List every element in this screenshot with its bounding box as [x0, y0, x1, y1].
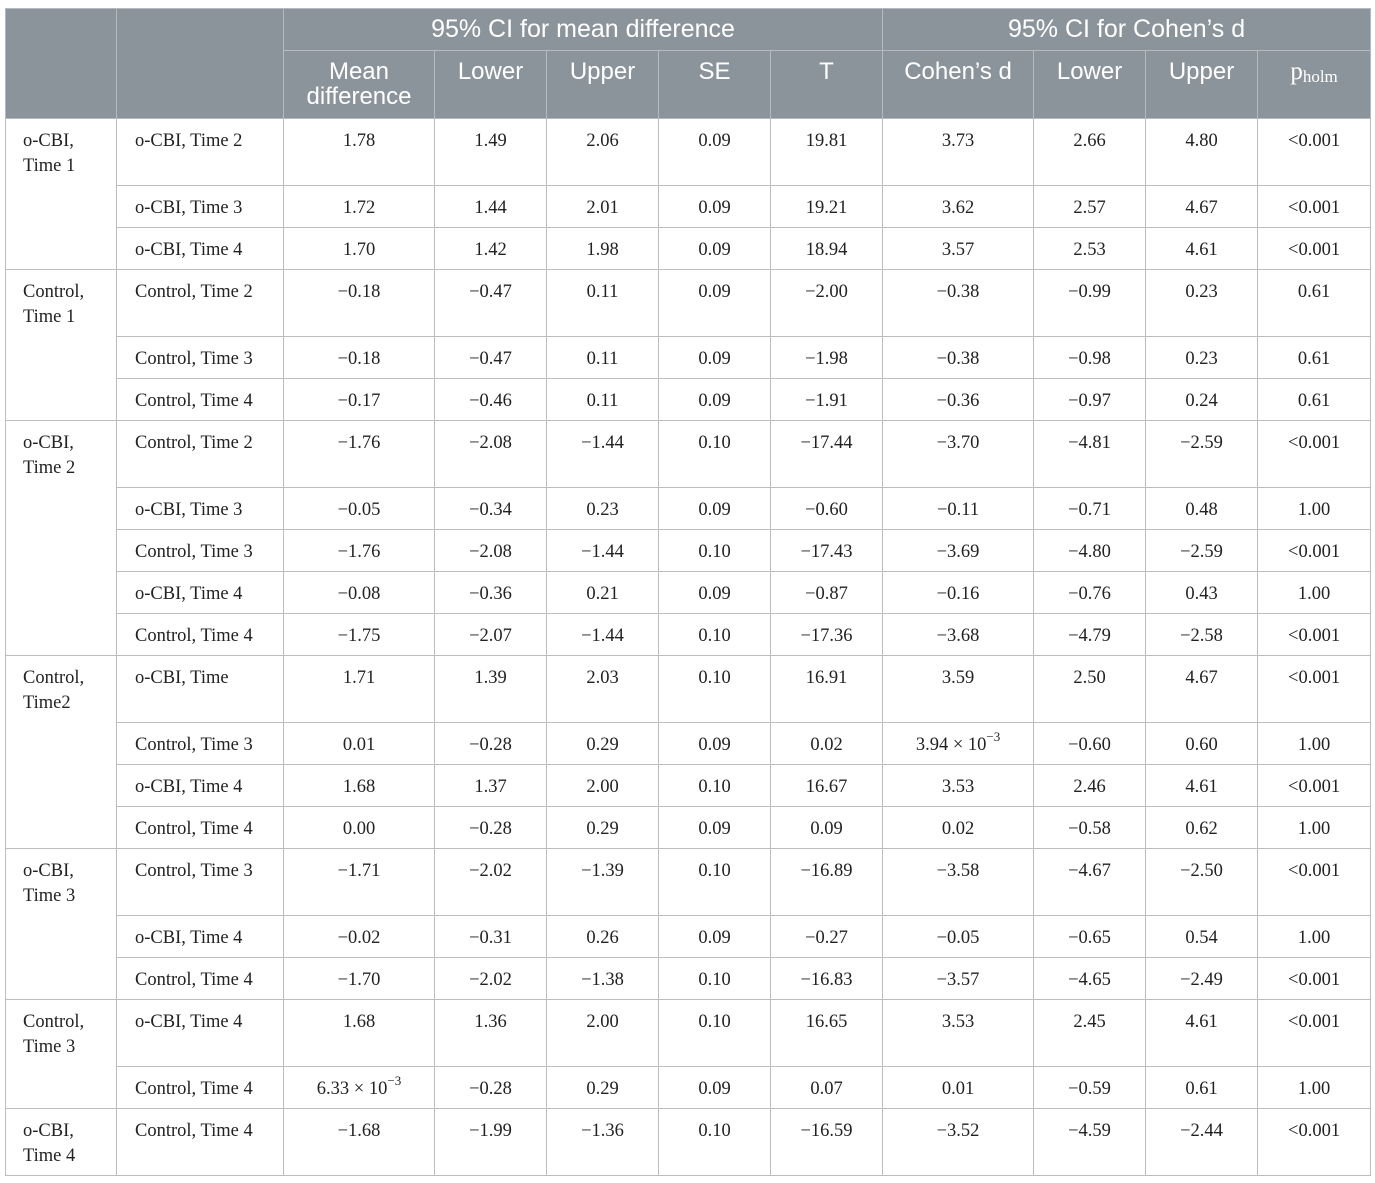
header-p-subscript: holm	[1302, 67, 1338, 86]
table-row	[6, 1109, 1371, 1176]
group-label: Control, Time 1	[6, 270, 117, 421]
header-group-cohens-d: 95% CI for Cohen’s d	[883, 9, 1371, 51]
cell-d-upper: 0.43	[1146, 572, 1258, 614]
cell-d-lower: −0.76	[1034, 572, 1146, 614]
table-row	[6, 119, 1371, 186]
cell-se: 0.09	[659, 488, 771, 530]
cell-cohens-d: 3.73	[883, 119, 1034, 186]
cell-d-upper: 0.61	[1146, 1067, 1258, 1109]
cell-d-lower: −4.59	[1034, 1109, 1146, 1176]
cell-comparison: o-CBI, Time 4	[117, 916, 284, 958]
cell-d-upper: 4.61	[1146, 228, 1258, 270]
cell-d-lower: −0.60	[1034, 723, 1146, 765]
cell-p-holm: <0.001	[1258, 1109, 1371, 1176]
table-row	[6, 270, 1371, 337]
cell-d-upper: 0.23	[1146, 270, 1258, 337]
cell-mean-difference: −0.17	[284, 379, 435, 421]
cell-md-upper: 2.00	[547, 765, 659, 807]
cell-p-holm: <0.001	[1258, 1000, 1371, 1067]
cell-t: 19.21	[771, 186, 883, 228]
cell-d-upper: 4.80	[1146, 119, 1258, 186]
table-row	[6, 807, 1371, 849]
cell-md-lower: 1.36	[435, 1000, 547, 1067]
cell-mean-difference: 1.78	[284, 119, 435, 186]
group-label: o-CBI, Time 1	[6, 119, 117, 270]
cell-md-upper: 0.26	[547, 916, 659, 958]
cell-md-lower: −0.36	[435, 572, 547, 614]
cell-md-upper: −1.44	[547, 614, 659, 656]
table-row	[6, 1000, 1371, 1067]
cell-md-lower: −0.31	[435, 916, 547, 958]
table-row	[6, 916, 1371, 958]
cell-md-upper: −1.36	[547, 1109, 659, 1176]
cell-se: 0.10	[659, 958, 771, 1000]
cell-md-lower: −2.02	[435, 849, 547, 916]
table-row	[6, 421, 1371, 488]
cell-d-lower: −0.99	[1034, 270, 1146, 337]
cell-t: −0.60	[771, 488, 883, 530]
cell-mean-difference: 1.68	[284, 765, 435, 807]
cell-cohens-d: 3.57	[883, 228, 1034, 270]
cell-mean-difference: 0.01	[284, 723, 435, 765]
table-row	[6, 656, 1371, 723]
cell-se: 0.10	[659, 656, 771, 723]
cell-p-holm: <0.001	[1258, 228, 1371, 270]
cell-d-lower: 2.66	[1034, 119, 1146, 186]
cell-comparison: o-CBI, Time 4	[117, 228, 284, 270]
cell-d-lower: −4.79	[1034, 614, 1146, 656]
group-label: Control, Time 3	[6, 1000, 117, 1109]
cell-d-lower: −0.59	[1034, 1067, 1146, 1109]
cell-se: 0.10	[659, 530, 771, 572]
cell-se: 0.09	[659, 119, 771, 186]
cell-md-upper: 0.23	[547, 488, 659, 530]
cell-mean-difference: 1.68	[284, 1000, 435, 1067]
cell-t: −1.91	[771, 379, 883, 421]
cell-d-lower: −0.98	[1034, 337, 1146, 379]
cell-mean-difference: −1.70	[284, 958, 435, 1000]
cell-md-upper: 0.29	[547, 1067, 659, 1109]
cell-md-upper: 0.29	[547, 723, 659, 765]
cell-comparison: Control, Time 3	[117, 849, 284, 916]
cell-mean-difference: −1.68	[284, 1109, 435, 1176]
header-p-holm	[1258, 51, 1371, 119]
cell-d-upper: 0.23	[1146, 337, 1258, 379]
cell-md-lower: −2.02	[435, 958, 547, 1000]
cell-md-upper: 2.00	[547, 1000, 659, 1067]
cell-md-lower: −0.28	[435, 723, 547, 765]
cell-cohens-d: −0.16	[883, 572, 1034, 614]
cell-md-lower: 1.37	[435, 765, 547, 807]
cell-p-holm: 1.00	[1258, 1067, 1371, 1109]
cell-d-upper: 0.54	[1146, 916, 1258, 958]
table-row	[6, 530, 1371, 572]
cell-mean-difference: −1.71	[284, 849, 435, 916]
cell-t: −17.43	[771, 530, 883, 572]
cell-md-lower: −2.08	[435, 530, 547, 572]
cell-mean-difference: −0.05	[284, 488, 435, 530]
cell-d-lower: −4.81	[1034, 421, 1146, 488]
cell-md-lower: 1.42	[435, 228, 547, 270]
cell-md-upper: −1.38	[547, 958, 659, 1000]
cell-t: 16.67	[771, 765, 883, 807]
table-row	[6, 765, 1371, 807]
cell-md-upper: 0.11	[547, 337, 659, 379]
cell-md-upper: 1.98	[547, 228, 659, 270]
cell-comparison: o-CBI, Time 4	[117, 572, 284, 614]
cell-t: 0.02	[771, 723, 883, 765]
header-row-groups	[6, 9, 1371, 51]
cell-se: 0.09	[659, 916, 771, 958]
cell-t: −16.89	[771, 849, 883, 916]
cell-md-lower: −0.47	[435, 337, 547, 379]
cell-mean-difference: −1.75	[284, 614, 435, 656]
cell-cohens-d: −0.36	[883, 379, 1034, 421]
cell-cohens-d: 3.53	[883, 1000, 1034, 1067]
cell-d-upper: 4.61	[1146, 1000, 1258, 1067]
cell-cohens-d: −3.52	[883, 1109, 1034, 1176]
cell-comparison: Control, Time 4	[117, 1109, 284, 1176]
cell-p-holm: <0.001	[1258, 186, 1371, 228]
sci-mantissa: 3.94 × 10	[915, 735, 987, 755]
cell-t: −17.44	[771, 421, 883, 488]
cell-cohens-d: −3.58	[883, 849, 1034, 916]
header-d-lower: Lower	[1034, 51, 1146, 119]
cell-d-upper: −2.49	[1146, 958, 1258, 1000]
cell-se: 0.10	[659, 421, 771, 488]
cell-d-lower: −4.65	[1034, 958, 1146, 1000]
cell-d-upper: 0.24	[1146, 379, 1258, 421]
cell-d-upper: −2.58	[1146, 614, 1258, 656]
cell-p-holm: 0.61	[1258, 379, 1371, 421]
cell-comparison: Control, Time 3	[117, 723, 284, 765]
cell-se: 0.09	[659, 270, 771, 337]
cell-md-lower: −0.47	[435, 270, 547, 337]
group-label: o-CBI, Time 3	[6, 849, 117, 1000]
cell-p-holm: 1.00	[1258, 572, 1371, 614]
cell-mean-difference	[284, 1067, 435, 1109]
group-label: o-CBI, Time 4	[6, 1109, 117, 1176]
group-label: o-CBI, Time 2	[6, 421, 117, 656]
cell-comparison: o-CBI, Time 2	[117, 119, 284, 186]
cell-p-holm: <0.001	[1258, 614, 1371, 656]
cell-d-lower: −0.97	[1034, 379, 1146, 421]
table-row	[6, 723, 1371, 765]
cell-se: 0.09	[659, 723, 771, 765]
cell-cohens-d: 0.02	[883, 807, 1034, 849]
cell-cohens-d: −3.70	[883, 421, 1034, 488]
cell-d-lower: 2.46	[1034, 765, 1146, 807]
cell-md-lower: 1.44	[435, 186, 547, 228]
cell-md-upper: 0.11	[547, 270, 659, 337]
cell-comparison: Control, Time 2	[117, 270, 284, 337]
header-blank-comparison	[117, 9, 284, 119]
cell-d-upper: 4.61	[1146, 765, 1258, 807]
cell-mean-difference: −0.08	[284, 572, 435, 614]
cell-p-holm: <0.001	[1258, 849, 1371, 916]
cell-p-holm: 0.61	[1258, 337, 1371, 379]
cell-t: −16.59	[771, 1109, 883, 1176]
cell-md-lower: −1.99	[435, 1109, 547, 1176]
sci-exponent: −3	[986, 728, 1001, 744]
cell-cohens-d: −3.57	[883, 958, 1034, 1000]
cell-md-upper: 2.06	[547, 119, 659, 186]
cell-cohens-d: −0.11	[883, 488, 1034, 530]
cell-d-upper: −2.50	[1146, 849, 1258, 916]
cell-p-holm: <0.001	[1258, 421, 1371, 488]
cell-t: −0.87	[771, 572, 883, 614]
cell-mean-difference: 1.70	[284, 228, 435, 270]
cell-p-holm: <0.001	[1258, 958, 1371, 1000]
sci-mantissa: 6.33 × 10	[316, 1079, 388, 1099]
cell-comparison: Control, Time 3	[117, 530, 284, 572]
header-group-mean-difference: 95% CI for mean difference	[284, 9, 883, 51]
cell-cohens-d: 3.53	[883, 765, 1034, 807]
cell-md-lower: −0.46	[435, 379, 547, 421]
cell-comparison: Control, Time 3	[117, 337, 284, 379]
cell-d-lower: 2.50	[1034, 656, 1146, 723]
cell-d-lower: −4.80	[1034, 530, 1146, 572]
cell-md-upper: 0.11	[547, 379, 659, 421]
cell-comparison: o-CBI, Time	[117, 656, 284, 723]
cell-md-lower: −0.28	[435, 1067, 547, 1109]
cell-t: 16.65	[771, 1000, 883, 1067]
cell-comparison: Control, Time 4	[117, 379, 284, 421]
cell-d-lower: 2.53	[1034, 228, 1146, 270]
cell-comparison: Control, Time 4	[117, 958, 284, 1000]
cell-d-lower: 2.57	[1034, 186, 1146, 228]
cell-md-upper: −1.39	[547, 849, 659, 916]
cell-md-lower: 1.49	[435, 119, 547, 186]
cell-t: 0.09	[771, 807, 883, 849]
cell-t: 19.81	[771, 119, 883, 186]
cell-d-upper: −2.44	[1146, 1109, 1258, 1176]
cell-mean-difference: 1.71	[284, 656, 435, 723]
cell-md-upper: 0.21	[547, 572, 659, 614]
cell-se: 0.10	[659, 1109, 771, 1176]
cell-comparison: Control, Time 2	[117, 421, 284, 488]
cell-t: −0.27	[771, 916, 883, 958]
cell-cohens-d: 3.59	[883, 656, 1034, 723]
cell-t: −2.00	[771, 270, 883, 337]
header-cohens-d: Cohen’s d	[883, 51, 1034, 119]
cell-mean-difference: −1.76	[284, 530, 435, 572]
cell-p-holm: <0.001	[1258, 656, 1371, 723]
cell-mean-difference: −1.76	[284, 421, 435, 488]
cell-cohens-d	[883, 723, 1034, 765]
header-md-lower: Lower	[435, 51, 547, 119]
cell-d-lower: −0.65	[1034, 916, 1146, 958]
cell-se: 0.09	[659, 337, 771, 379]
cell-d-upper: 0.62	[1146, 807, 1258, 849]
cell-p-holm: <0.001	[1258, 119, 1371, 186]
cell-t: −1.98	[771, 337, 883, 379]
cell-md-lower: 1.39	[435, 656, 547, 723]
cell-md-lower: −2.07	[435, 614, 547, 656]
table-row	[6, 488, 1371, 530]
cell-se: 0.09	[659, 228, 771, 270]
cell-t: 18.94	[771, 228, 883, 270]
cell-cohens-d: −0.38	[883, 270, 1034, 337]
cell-se: 0.09	[659, 1067, 771, 1109]
cell-comparison: o-CBI, Time 3	[117, 186, 284, 228]
cell-t: 0.07	[771, 1067, 883, 1109]
cell-se: 0.10	[659, 1000, 771, 1067]
table-body	[6, 119, 1371, 1176]
header-d-upper: Upper	[1146, 51, 1258, 119]
header-p-symbol: p	[1290, 58, 1303, 85]
cell-comparison: o-CBI, Time 4	[117, 1000, 284, 1067]
cell-comparison: Control, Time 4	[117, 1067, 284, 1109]
cell-d-upper: −2.59	[1146, 530, 1258, 572]
cell-md-lower: −0.28	[435, 807, 547, 849]
cell-se: 0.09	[659, 572, 771, 614]
table-row	[6, 849, 1371, 916]
table-row	[6, 186, 1371, 228]
header-md-upper: Upper	[547, 51, 659, 119]
sci-exponent: −3	[387, 1072, 402, 1088]
cell-d-lower: 2.45	[1034, 1000, 1146, 1067]
cell-md-lower: −0.34	[435, 488, 547, 530]
cell-md-upper: −1.44	[547, 530, 659, 572]
header-se: SE	[659, 51, 771, 119]
cell-mean-difference: 1.72	[284, 186, 435, 228]
table-row	[6, 614, 1371, 656]
cell-d-lower: −0.71	[1034, 488, 1146, 530]
cell-cohens-d: 0.01	[883, 1067, 1034, 1109]
cell-se: 0.10	[659, 849, 771, 916]
cell-se: 0.10	[659, 765, 771, 807]
cell-d-upper: 0.48	[1146, 488, 1258, 530]
cell-p-holm: 1.00	[1258, 488, 1371, 530]
cell-comparison: Control, Time 4	[117, 807, 284, 849]
cell-se: 0.09	[659, 807, 771, 849]
table-row	[6, 379, 1371, 421]
cell-md-upper: 2.03	[547, 656, 659, 723]
cell-comparison: o-CBI, Time 3	[117, 488, 284, 530]
header-mean-difference: Mean difference	[284, 51, 435, 119]
cell-se: 0.09	[659, 186, 771, 228]
cell-md-lower: −2.08	[435, 421, 547, 488]
table-row	[6, 337, 1371, 379]
cell-cohens-d: 3.62	[883, 186, 1034, 228]
cell-md-upper: 0.29	[547, 807, 659, 849]
cell-mean-difference: −0.02	[284, 916, 435, 958]
results-table	[5, 8, 1371, 1176]
cell-mean-difference: −0.18	[284, 270, 435, 337]
cell-d-lower: −0.58	[1034, 807, 1146, 849]
cell-p-holm: <0.001	[1258, 530, 1371, 572]
cell-cohens-d: −3.68	[883, 614, 1034, 656]
header-t: T	[771, 51, 883, 119]
cell-p-holm: 1.00	[1258, 723, 1371, 765]
cell-d-upper: 4.67	[1146, 656, 1258, 723]
table-row	[6, 228, 1371, 270]
cell-d-upper: −2.59	[1146, 421, 1258, 488]
cell-d-upper: 4.67	[1146, 186, 1258, 228]
cell-p-holm: 0.61	[1258, 270, 1371, 337]
cell-se: 0.09	[659, 379, 771, 421]
cell-md-upper: 2.01	[547, 186, 659, 228]
cell-cohens-d: −3.69	[883, 530, 1034, 572]
cell-cohens-d: −0.05	[883, 916, 1034, 958]
cell-mean-difference: 0.00	[284, 807, 435, 849]
cell-mean-difference: −0.18	[284, 337, 435, 379]
cell-t: 16.91	[771, 656, 883, 723]
cell-p-holm: 1.00	[1258, 916, 1371, 958]
cell-t: −16.83	[771, 958, 883, 1000]
table-row	[6, 958, 1371, 1000]
cell-d-lower: −4.67	[1034, 849, 1146, 916]
cell-d-upper: 0.60	[1146, 723, 1258, 765]
cell-md-upper: −1.44	[547, 421, 659, 488]
cell-p-holm: 1.00	[1258, 807, 1371, 849]
cell-comparison: o-CBI, Time 4	[117, 765, 284, 807]
header-blank-group	[6, 9, 117, 119]
table-row	[6, 1067, 1371, 1109]
cell-p-holm: <0.001	[1258, 765, 1371, 807]
table-row	[6, 572, 1371, 614]
table-header	[6, 9, 1371, 119]
cell-cohens-d: −0.38	[883, 337, 1034, 379]
cell-t: −17.36	[771, 614, 883, 656]
group-label: Control, Time2	[6, 656, 117, 849]
cell-se: 0.10	[659, 614, 771, 656]
cell-comparison: Control, Time 4	[117, 614, 284, 656]
